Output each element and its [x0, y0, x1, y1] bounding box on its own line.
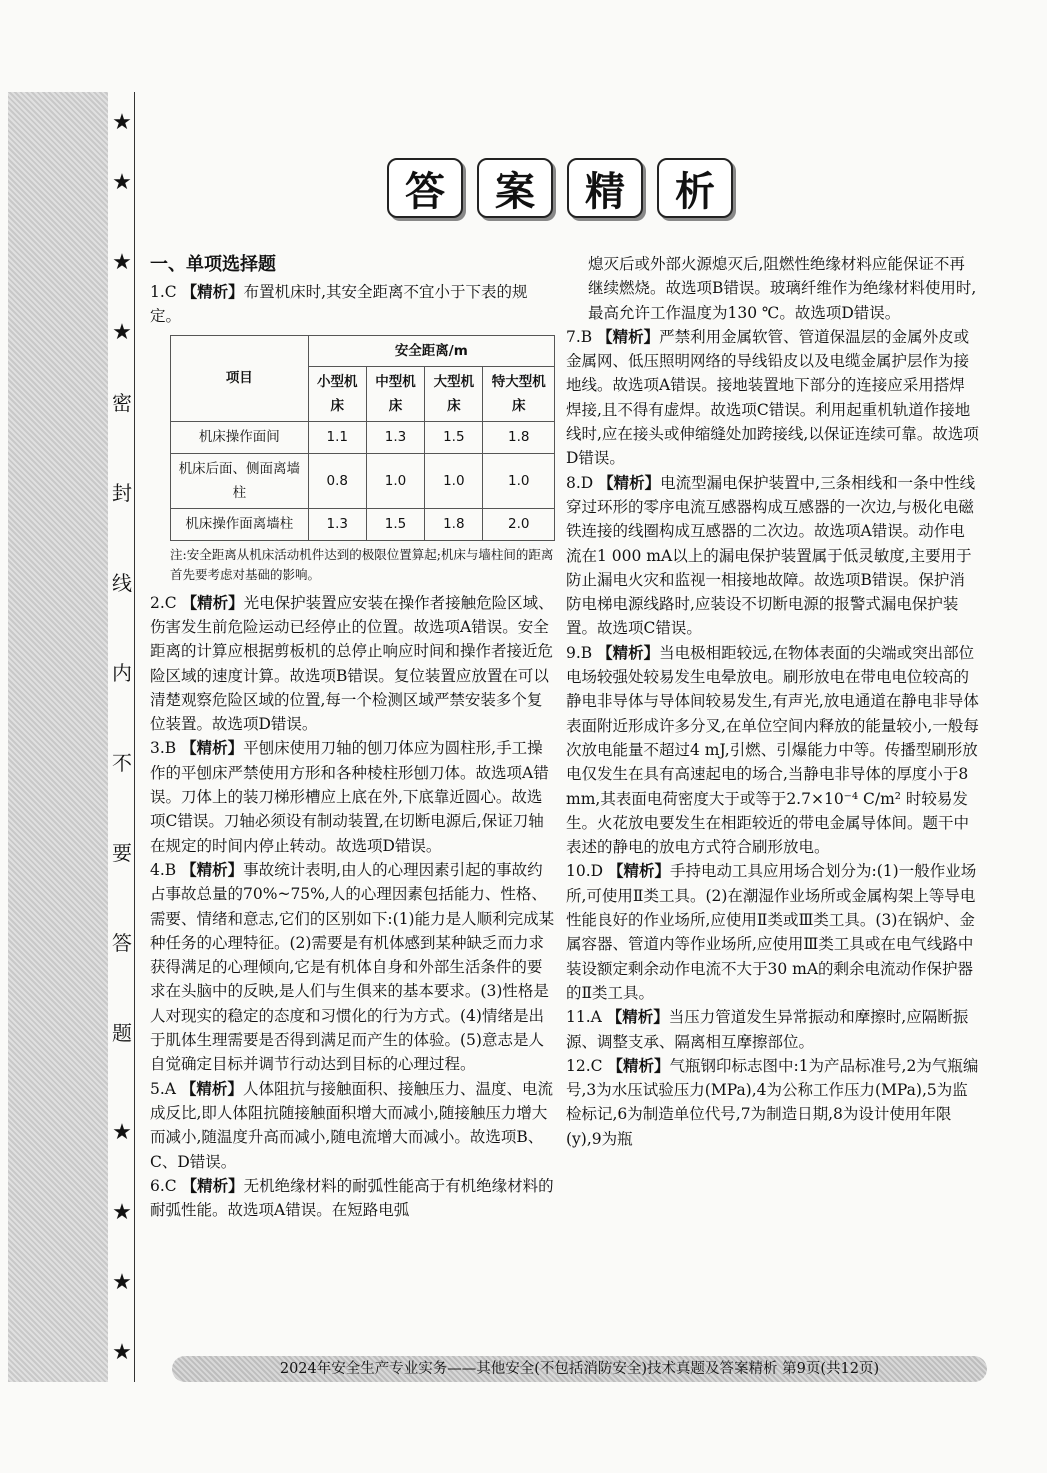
question-number: 7.B: [566, 327, 593, 346]
star-icon: ★: [112, 1270, 132, 1295]
table-col-header: 大型机床: [425, 366, 483, 422]
question-text: 电流型漏电保护装置中,三条相线和一条中性线穿过环形的零序电流互感器构成互感器的一次边,与极化电磁铁连接的线圈构成互感器的二次边。故选项A错误。动作电流在1 000 mA以上的漏电保护装置属于低灵敏度,主要用于防止漏电火灾和监视一相接地故障。故选项B错误。保护消防电梯电源线路时,应装设不切断电源的报警式漏电保护装置。故选项C错误。: [566, 473, 976, 638]
question-text: 事故统计表明,由人的心理因素引起的事故约占事故总量的70%~75%,人的心理因素包括能力、性格、需要、情绪和意志,它们的区别如下:(1)能力是人顺利完成某种任务的心理特征。(2)需要是有机体感到某种缺乏而力求获得满足的心理倾向,它是有机体自身和外部生活条件的要求在头脑中的反映,是人们与生俱来的基本要求。(3)性格是人对现实的稳定的态度和习惯化的行为方式。(4)情绪是出于肌体生理需要是否得到满足而产生的体验。(5)意志是人自觉确定目标并调节行动达到目标的心理过程。: [150, 860, 555, 1074]
binding-char: 不: [112, 751, 132, 775]
binding-char: 要: [112, 841, 132, 865]
question-text: 当电极相距较远,在物体表面的尖端或突出部位电场较强处较易发生电晕放电。刷形放电在带电电位较高的静电非导体与导体间较易发生,有声光,放电通道在静电非导体表面附近形成许多分叉,在单位空间内释放的能量较小,一般每次放电能量不超过4 mJ,引燃、引爆能力中等。传播型刷形放电仅发生在具有高速起电的场合,当静电非导体的厚度小于8 mm,其表面电荷密度大于或等于2.7×10⁻⁴ C/m² 时较易发生。火花放电要发生在相距较近的带电金属导体间。题干中表述的静电的放电方式符合刷形放电。: [566, 643, 979, 857]
table-row: [171, 509, 555, 540]
right-column: [566, 252, 980, 1151]
continuation-text: [566, 252, 980, 325]
title-char: 析: [657, 158, 733, 218]
question-item: [150, 1077, 556, 1174]
left-column: [150, 252, 556, 1222]
safety-distance-table: [170, 335, 555, 541]
table-cell: 1.0: [366, 453, 424, 509]
binding-char: 题: [112, 1021, 132, 1045]
section-heading: 一、单项选择题: [150, 254, 276, 275]
question-text: 布置机床时,其安全距离不宜小于下表的规定。: [150, 283, 528, 326]
question-number: 2.C: [150, 593, 177, 612]
star-icon: ★: [112, 110, 132, 135]
title-char: 精: [567, 158, 643, 218]
question-number: 12.C: [566, 1056, 603, 1075]
page-footer: 2024年安全生产专业实务——其他安全(不包括消防安全)技术真题及答案精析 第9页(共12页): [172, 1356, 987, 1382]
question-number: 6.C: [150, 1176, 177, 1195]
table-row: [171, 453, 555, 509]
table-cell: 1.8: [483, 422, 555, 453]
analysis-tag: 【精析】: [606, 1008, 669, 1027]
question-text: 手持电动工具应用场合划分为:(1)一般作业场所,可使用Ⅱ类工具。(2)在潮湿作业场所或金属构架上等导电性能良好的作业场所,应使用Ⅱ类或Ⅲ类工具。(3)在锅炉、金属容器、管道内等作业场所,应使用Ⅲ类工具或在电气线路中装设额定剩余动作电流不大于30 mA的剩余电流动作保护器的Ⅱ类工具。: [566, 862, 977, 1002]
question-item: [150, 858, 556, 1077]
page-title: [387, 158, 735, 218]
question-text: 严禁利用金属软管、管道保温层的金属外皮或金属网、低压照明网络的导线铅皮以及电缆金属护层作为接地线。故选项A错误。接地装置地下部分的连接应采用搭焊焊接,且不得有虚焊。故选项C错误。利用起重机轨道作接地线时,应在接头或伸缩缝处加跨接线,以保证连续可靠。故选项D错误。: [566, 327, 979, 468]
analysis-tag: 【精析】: [597, 327, 660, 346]
table-cell: 1.1: [308, 422, 366, 453]
table-cell: 机床操作面离墙柱: [171, 509, 309, 540]
title-char: 答: [387, 158, 463, 218]
star-icon: ★: [112, 1200, 132, 1225]
question-number: 9.B: [566, 643, 593, 662]
table-col-header: 小型机床: [308, 366, 366, 422]
question-item: [150, 1174, 556, 1223]
question-item: [566, 641, 980, 860]
analysis-tag: 【精析】: [181, 1176, 244, 1195]
binding-char: 线: [112, 571, 132, 595]
analysis-tag: 【精析】: [181, 860, 244, 879]
table-col-header: 中型机床: [366, 366, 424, 422]
table-cell: 机床操作面间: [171, 422, 309, 453]
table-group-header: 安全距离/m: [308, 335, 554, 366]
table-cell: 1.3: [366, 422, 424, 453]
binding-char: 密: [112, 391, 132, 415]
binding-char: 答: [112, 931, 132, 955]
question-1: [150, 280, 556, 329]
question-number: 3.B: [150, 739, 177, 758]
analysis-tag: 【精析】: [598, 473, 661, 492]
table-note: 注:安全距离从机床活动机件达到的极限位置算起;机床与墙柱间的距离首先要考虑对基础的影响。: [170, 546, 554, 582]
table-cell: 1.3: [308, 509, 366, 540]
table-item-header: 项目: [171, 335, 309, 422]
table-col-header: 特大型机床: [483, 366, 555, 422]
question-text: 平刨床使用刀轴的刨刀体应为圆柱形,手工操作的平刨床严禁使用方形和各种棱柱形刨刀体。故选项A错误。刀体上的装刀梯形槽应上底在外,下底靠近圆心。故选项C错误。刀轴必须设有制动装置,在切断电源后,保证刀轴在规定的时间内停止转动。故选项D错误。: [150, 739, 549, 855]
binding-line: [134, 92, 135, 1382]
star-icon: ★: [112, 320, 132, 345]
table-cell: 1.5: [366, 509, 424, 540]
question-item: [566, 859, 980, 1005]
analysis-tag: 【精析】: [607, 1056, 670, 1075]
analysis-tag: 【精析】: [181, 593, 244, 612]
right-question-list: [566, 325, 980, 1151]
table-cell: 2.0: [483, 509, 555, 540]
side-pattern-strip: [8, 92, 108, 1382]
question-text: 光电保护装置应安装在操作者接触危险区域、伤害发生前危险运动已经停止的位置。故选项A错误。安全距离的计算应根据剪板机的总停止响应时间和操作者接近危险区域的速度计算。故选项B错误。复位装置应放置在可以清楚观察危险区域的位置,每一个检测区域严禁安装多个复位装置。故选项D错误。: [150, 593, 554, 734]
question-text: 当压力管道发生异常振动和摩擦时,应隔断振源、调整支承、隔离相互摩擦部位。: [566, 1008, 969, 1051]
star-icon: ★: [112, 250, 132, 275]
table-cell: 1.8: [425, 509, 483, 540]
analysis-tag: 【精析】: [597, 643, 660, 662]
question-item: [566, 325, 980, 471]
table-cell: 0.8: [308, 453, 366, 509]
question-number: 8.D: [566, 473, 594, 492]
star-icon: ★: [112, 170, 132, 195]
left-question-list: [150, 591, 556, 1223]
star-icon: ★: [112, 1340, 132, 1365]
question-item: [150, 591, 556, 737]
table-cell: 1.0: [483, 453, 555, 509]
question-item: [566, 1005, 980, 1054]
question-item: [566, 1054, 980, 1151]
question-number: 10.D: [566, 862, 604, 881]
title-char: 案: [477, 158, 553, 218]
star-icon: ★: [112, 1120, 132, 1145]
analysis-tag: 【精析】: [180, 1079, 243, 1098]
table-cell: 1.0: [425, 453, 483, 509]
binding-char: 封: [112, 481, 132, 505]
question-number: 4.B: [150, 860, 177, 879]
question-item: [566, 471, 980, 641]
question-text: 气瓶钢印标志图中:1为产品标准号,2为气瓶编号,3为水压试验压力(MPa),4为公称工作压力(MPa),5为监检标记,6为制造单位代号,7为制造日期,8为设计使用年限(y),9为瓶: [566, 1056, 979, 1148]
question-item: [150, 736, 556, 857]
analysis-tag: 【精析】: [181, 739, 244, 758]
analysis-tag: 【精析】: [181, 283, 244, 301]
binding-margin: [108, 92, 136, 1382]
table-cell: 1.5: [425, 422, 483, 453]
question-number: 11.A: [566, 1008, 602, 1027]
question-number: 5.A: [150, 1079, 176, 1098]
question-number: 1.C: [150, 283, 177, 301]
table-row: [171, 422, 555, 453]
question-text: 无机绝缘材料的耐弧性能高于有机绝缘材料的耐弧性能。故选项A错误。在短路电弧: [150, 1176, 554, 1220]
binding-char: 内: [112, 661, 132, 685]
table-cell: 机床后面、侧面离墙柱: [171, 453, 309, 509]
question-text: 熄灭后或外部火源熄灭后,阻燃性绝缘材料应能保证不再继续燃烧。故选项B错误。玻璃纤维作为绝缘材料使用时,最高允许工作温度为130 ℃。故选项D错误。: [588, 255, 977, 322]
analysis-tag: 【精析】: [608, 862, 671, 881]
question-text: 人体阻抗与接触面积、接触压力、温度、电流成反比,即人体阻抗随接触面积增大而减小,随接触压力增大而减小,随温度升高而减小,随电流增大而减小。故选项B、C、D错误。: [150, 1079, 553, 1171]
